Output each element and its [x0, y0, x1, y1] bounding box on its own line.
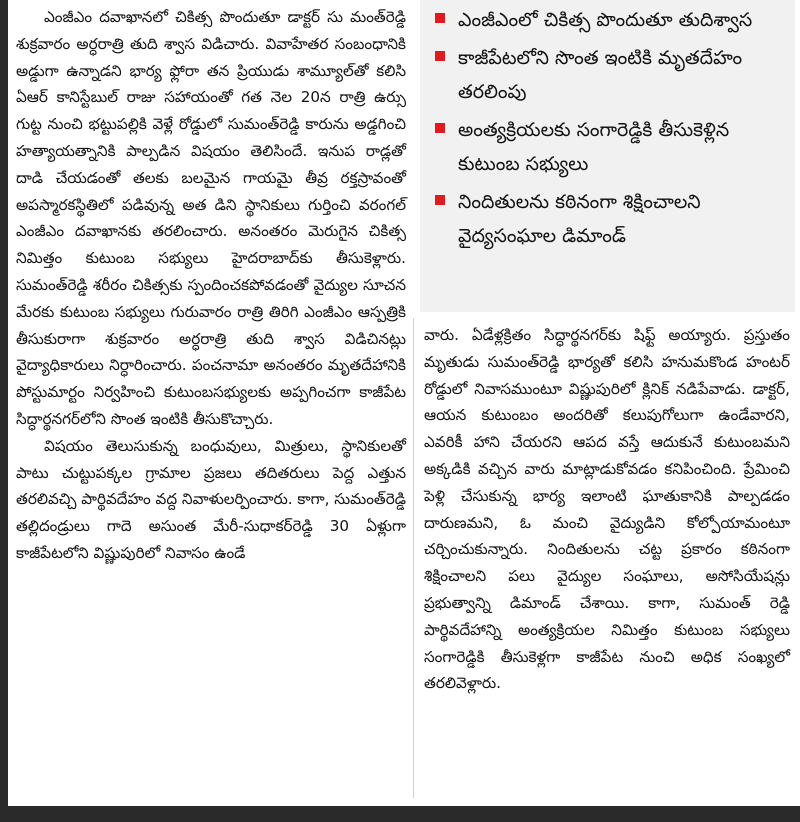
- page-bottom-border: [0, 806, 800, 822]
- highlight-text: కాజీపేటలోని సొంత ఇంటికి మృతదేహం తరలింపు: [458, 47, 743, 103]
- highlight-text: అంత్యక్రియలకు సంగారెడ్డికి తీసుకెళ్లిన కుటుంబ సభ్యులు: [458, 119, 730, 175]
- highlight-text: నిందితులను కఠినంగా శిక్షించాలని వైద్యసంఘాల డిమాండ్: [458, 191, 701, 247]
- column-divider: [413, 318, 414, 798]
- highlight-item: [420, 41, 795, 109]
- highlights-box: [420, 0, 795, 312]
- bullet-square-icon: [435, 51, 445, 61]
- article-paragraph-2: విషయం తెలుసుకున్న బంధువులు, మిత్రులు, స్థానికులతో పాటు చుట్టుపక్కల గ్రామాల ప్రజలు తదితరులు పెద్ద ఎత్తున తరలివచ్చి పార్థివదేహం వద్ద నివాళులర్పించారు. కాగా, సుమంత్‌రెడ్డి తల్లిదండ్రులు గాదె అసుంత మేరీ-సుధాకర్‌రెడ్డి 30 ఏళ్లుగా కాజీపేటలోని విష్ణుపురిలో నివాసం ఉండే: [16, 436, 406, 562]
- bullet-square-icon: [435, 195, 445, 205]
- newspaper-clipping: [8, 0, 800, 806]
- article-paragraph-3: వారు. ఏడేళ్లక్రితం సిద్ధార్థనగర్‌కు షిఫ్ట్ అయ్యారు. ప్రస్తుతం మృతుడు సుమంత్‌రెడ్డి భార్యతో కలిసి హనుమకొండ హంటర్ రోడ్డులో నివాసముంటూ విష్ణుపురిలో క్లినిక్ నడిపేవాడు. డాక్టర్, ఆయన కుటుంబం అందరితో కలుపుగోలుగా ఉండేవారని, ఎవరికీ హాని చేయరని ఆపద వస్తే ఆదుకునే కుటుంబమని అక్కడికి వచ్చిన వారు మాట్లాడుకోవడం కనిపించింది. ప్రేమించి పెళ్లి చేసుకున్న భార్య ఇలాంటి ఘాతుకానికి పాల్పడడం దారుణమని, ఓ మంచి వైద్యుడిని కోల్పోయామంటూ చర్చించుకున్నారు. నిందితులను చట్ట ప్రకారం కఠినంగా శిక్షించాలని పలు వైద్యుల సంఘాలు, అసోసియేషన్లు ప్రభుత్వాన్ని డిమాండ్ చేశాయి. కాగా, సుమంత్ రెడ్డి పార్థివదేహాన్ని అంత్యక్రియల నిమిత్తం కుటుంబ సభ్యులు సంగారెడ్డికి తీసుకెళ్లగా కాజీపేట నుంచి అధిక సంఖ్యలో తరలివెళ్లారు.: [424, 326, 790, 693]
- highlight-item: [420, 185, 795, 253]
- highlight-text: ఎంజీఎంలో చికిత్స పొందుతూ తుదిశ్వాస: [458, 9, 753, 31]
- highlight-item: [420, 113, 795, 181]
- article-left-column: [16, 0, 406, 800]
- bullet-square-icon: [435, 123, 445, 133]
- highlight-item: [420, 3, 795, 37]
- article-paragraph-1: ఎంజీఎం దవాఖానలో చికిత్స పొందుతూ డాక్టర్ సు మంత్‌రెడ్డి శుక్రవారం అర్ధరాత్రి తుది శ్వాస విడిచారు. వివాహేతర సంబంధానికి అడ్డుగా ఉన్నాడని భార్య ఫ్లోరా తన ప్రియుడు శామ్యూల్‌తో కలిసి ఏఆర్ కానిస్టేబుల్ రాజు సహాయంతో గత నెల 20న రాత్రి ఉర్సు గుట్ట నుంచి భట్టుపల్లికి వెళ్లే రోడ్డులో సుమంత్‌రెడ్డి కారును అడ్డగించి హత్యాయత్నానికి పాల్పడిన విషయం తెలిసిందే. ఇనుప రాడ్లతో దాడి చేయడంతో తలకు బలమైన గాయమై తీవ్ర రక్తస్రావంతో అపస్మారకస్థితిలో పడివున్న అత డిని స్థానికులు గుర్తించి వరంగల్ ఎంజీఎం దవాఖానకు తరలించారు. అనంతరం మెరుగైన చికిత్స నిమిత్తం కుటుంబ సభ్యులు హైదరాబాద్‌కు తీసుకెళ్లారు. సుమంత్‌రెడ్డి శరీరం చికిత్సకు స్పందించకపోవడంతో వైద్యుల సూచన మేరకు కుటుంబ సభ్యులు గురువారం రాత్రి తిరిగి ఎంజీఎం ఆస్పత్రికి తీసుకురాగా శుక్రవారం అర్ధరాత్రి తుది శ్వాస విడిచినట్లు వైద్యాధికారులు నిర్ధారించారు. పంచనామా అనంతరం మృతదేహానికి పోస్టుమార్టం నిర్వహించి కుటుంబసభ్యులకు అప్పగించగా కాజీపేట సిద్ధార్థనగర్‌లోని సొంత ఇంటికి తీసుకొచ్చారు.: [16, 8, 406, 428]
- bullet-square-icon: [435, 13, 445, 23]
- article-right-column: [424, 322, 790, 792]
